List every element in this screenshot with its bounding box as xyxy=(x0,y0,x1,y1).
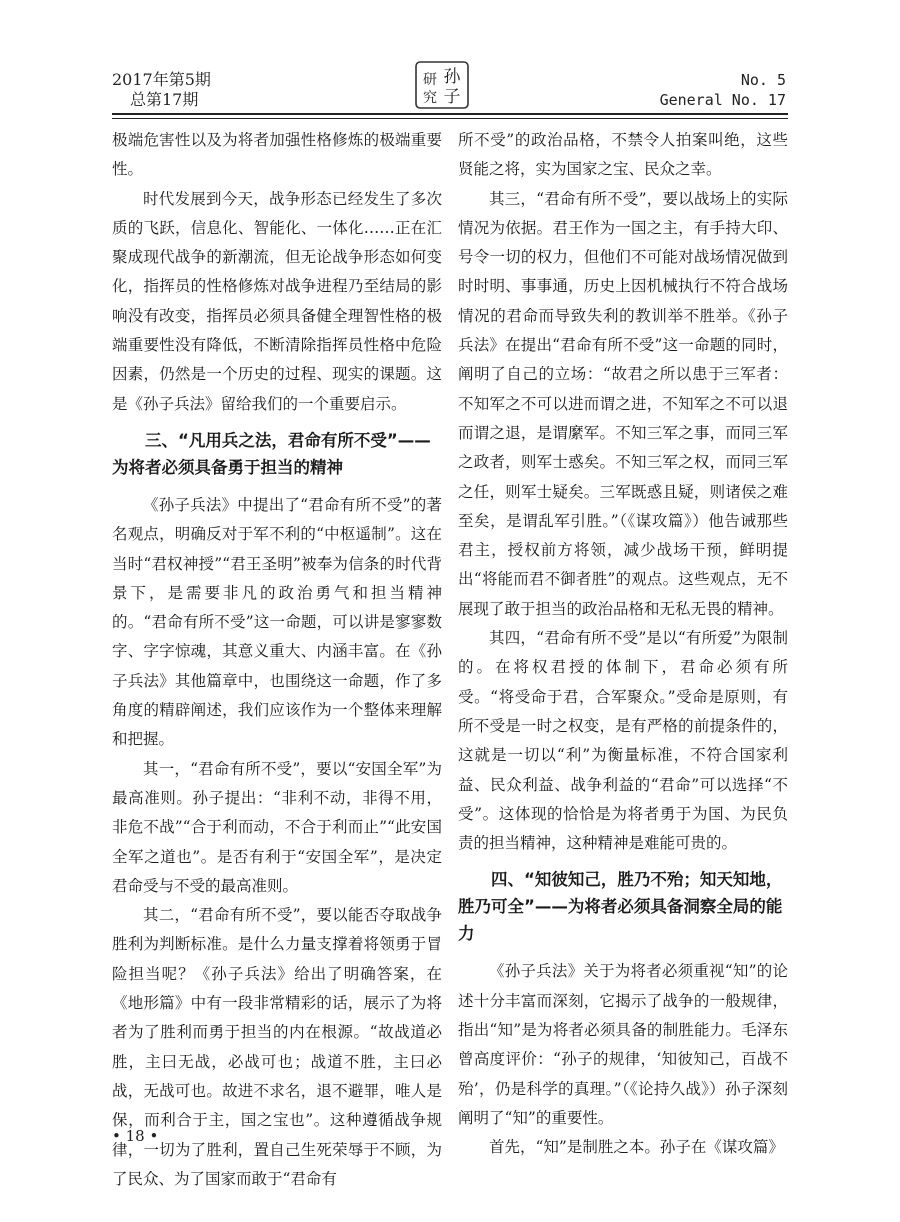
paragraph: 所不受”的政治品格，不禁令人拍案叫绝，这些贤能之将，实为国家之宝、民众之幸。 xyxy=(458,131,788,179)
logo-char-3: 研 xyxy=(423,72,437,88)
section-heading: 三、“凡用兵之法，君命有所不受”——为将者必须具备勇于担当的精神 xyxy=(112,430,431,477)
section-heading: 四、“知彼知己，胜乃不殆；知天知地，胜乃可全”——为将者必须具备洞察全局的能力 xyxy=(458,870,783,944)
paragraph: 其三，“君命有所不受”，要以战场上的实际情况为依据。君王作为一国之主，有手持大印、号令一切的权力，但他们不可能对战场情况做到时时明、事事通，历史上因机械执行不符合战场情况的君命而导致失利的教训举不胜举。《孙子兵法》在提出“君命有所不受”这一命题的同时，阐明了自己的立场：“故君之所以患于三军者：不知军之不可以进而谓之进，不知军之不可以退而谓之退，是谓縻军。不知三军之事，而同三军之政者，则军士惑矣。不知三军之权，而同三军之任，则军士疑矣。三军既惑且疑，则诸侯之难至矣，是谓乱军引胜。”（《谋攻篇》）他告诫那些君主，授权前方将领，减少战场干预，鲜明提出“将能而君不御者胜”的观点。这些观点，无不展现了敢于担当的政治品格和无私无畏的精神。 xyxy=(458,189,788,618)
paragraph: 时代发展到今天，战争形态已经发生了多次质的飞跃，信息化、智能化、一体化……正在汇聚成现代战争的新潮流，但无论战争形态如何变化，指挥员的性格修炼对战争进程乃至结局的影响没有改变，指挥员必须具备健全理智性格的极端重要性没有降低，不断清除指挥员性格中危险因素，仍然是一个历史的过程、现实的课题。这是《孙子兵法》留给我们的一个重要启示。 xyxy=(112,189,442,413)
paragraph: 其二，“君命有所不受”，要以能否夺取战争胜利为判断标准。是什么力量支撑着将领勇于冒险担当呢？《孙子兵法》给出了明确答案，在《地形篇》中有一段非常精彩的话，展示了为将者为了胜利而勇于担当的内在根源。“故战道必胜，主曰无战，必战可也；战道不胜，主曰必战，无战可也。故进不求名，退不避罪，唯人是保，而利合于主，国之宝也”。这种遵循战争规律，一切为了胜利，置自己生死荣辱于不顾，为了民众、为了国家而敢于“君命有 xyxy=(112,906,442,1188)
paragraph: 其一，“君命有所不受”，要以“安国全军”为最高准则。孙子提出：“非利不动，非得不用，非危不战”“合于利而动，不合于利而止”“此安国全军之道也”。是否有利于“安国全军”，是决定君命受与不受的最高准则。 xyxy=(112,759,442,895)
header-rule-thick xyxy=(112,113,788,115)
logo-char-1: 孙 xyxy=(443,67,461,87)
paragraph: 极端危害性以及为将者加强性格修炼的极端重要性。 xyxy=(112,131,442,179)
issue-number-en: No. 5 xyxy=(740,71,786,89)
page-number: • 18 • xyxy=(112,1127,159,1145)
paragraph: 《孙子兵法》关于为将者必须重视“知”的论述十分丰富而深刻，它揭示了战争的一般规律，指出“知”是为将者必须具备的制胜能力。毛泽东曾高度评价：“孙子的规律，‘知彼知己，百战不殆’，仍是科学的真理。”（《论持久战》）孙子深刻阐明了“知”的重要性。 xyxy=(458,962,788,1127)
journal-issue xyxy=(112,70,211,110)
paragraph: 《孙子兵法》中提出了“君命有所不受”的著名观点，明确反对于军不利的“中枢遥制”。这在当时“君权神授”“君王圣明”被奉为信条的时代背景下，是需要非凡的政治勇气和担当精神的。“君命有所不受”这一命题，可以讲是寥寥数字、字字惊魂，其意义重大、内涵丰富。在《孙子兵法》其他篇章中，也围绕这一命题，作了多角度的精辟阐述，我们应该作为一个整体来理解和把握。 xyxy=(112,495,442,749)
header-rule-thin xyxy=(112,118,788,119)
logo-char-2: 子 xyxy=(443,87,461,107)
logo-char-4: 究 xyxy=(423,90,437,106)
left-column xyxy=(112,126,442,1194)
general-number-en: General No. 17 xyxy=(659,91,786,109)
issue-total-number: 总第17期 xyxy=(130,90,199,109)
right-column xyxy=(458,126,788,1163)
journal-issue-en xyxy=(660,70,786,110)
journal-seal-logo xyxy=(414,60,470,110)
issue-year-number: 2017年第5期 xyxy=(112,70,211,89)
paragraph: 首先，“知”是制胜之本。孙子在《谋攻篇》 xyxy=(489,1138,784,1157)
paragraph: 其四，“君命有所不受”是以“有所爱”为限制的。在将权君授的体制下，君命必须有所受。“将受命于君，合军聚众。”受命是原则，有所不受是一时之权变，是有严格的前提条件的，这就是一切以“利”为衡量标准，不符合国家利益、民众利益、战争利益的“君命”可以选择“不受”。这体现的恰恰是为将者勇于为国、为民负责的担当精神，这种精神是难能可贵的。 xyxy=(458,629,788,853)
